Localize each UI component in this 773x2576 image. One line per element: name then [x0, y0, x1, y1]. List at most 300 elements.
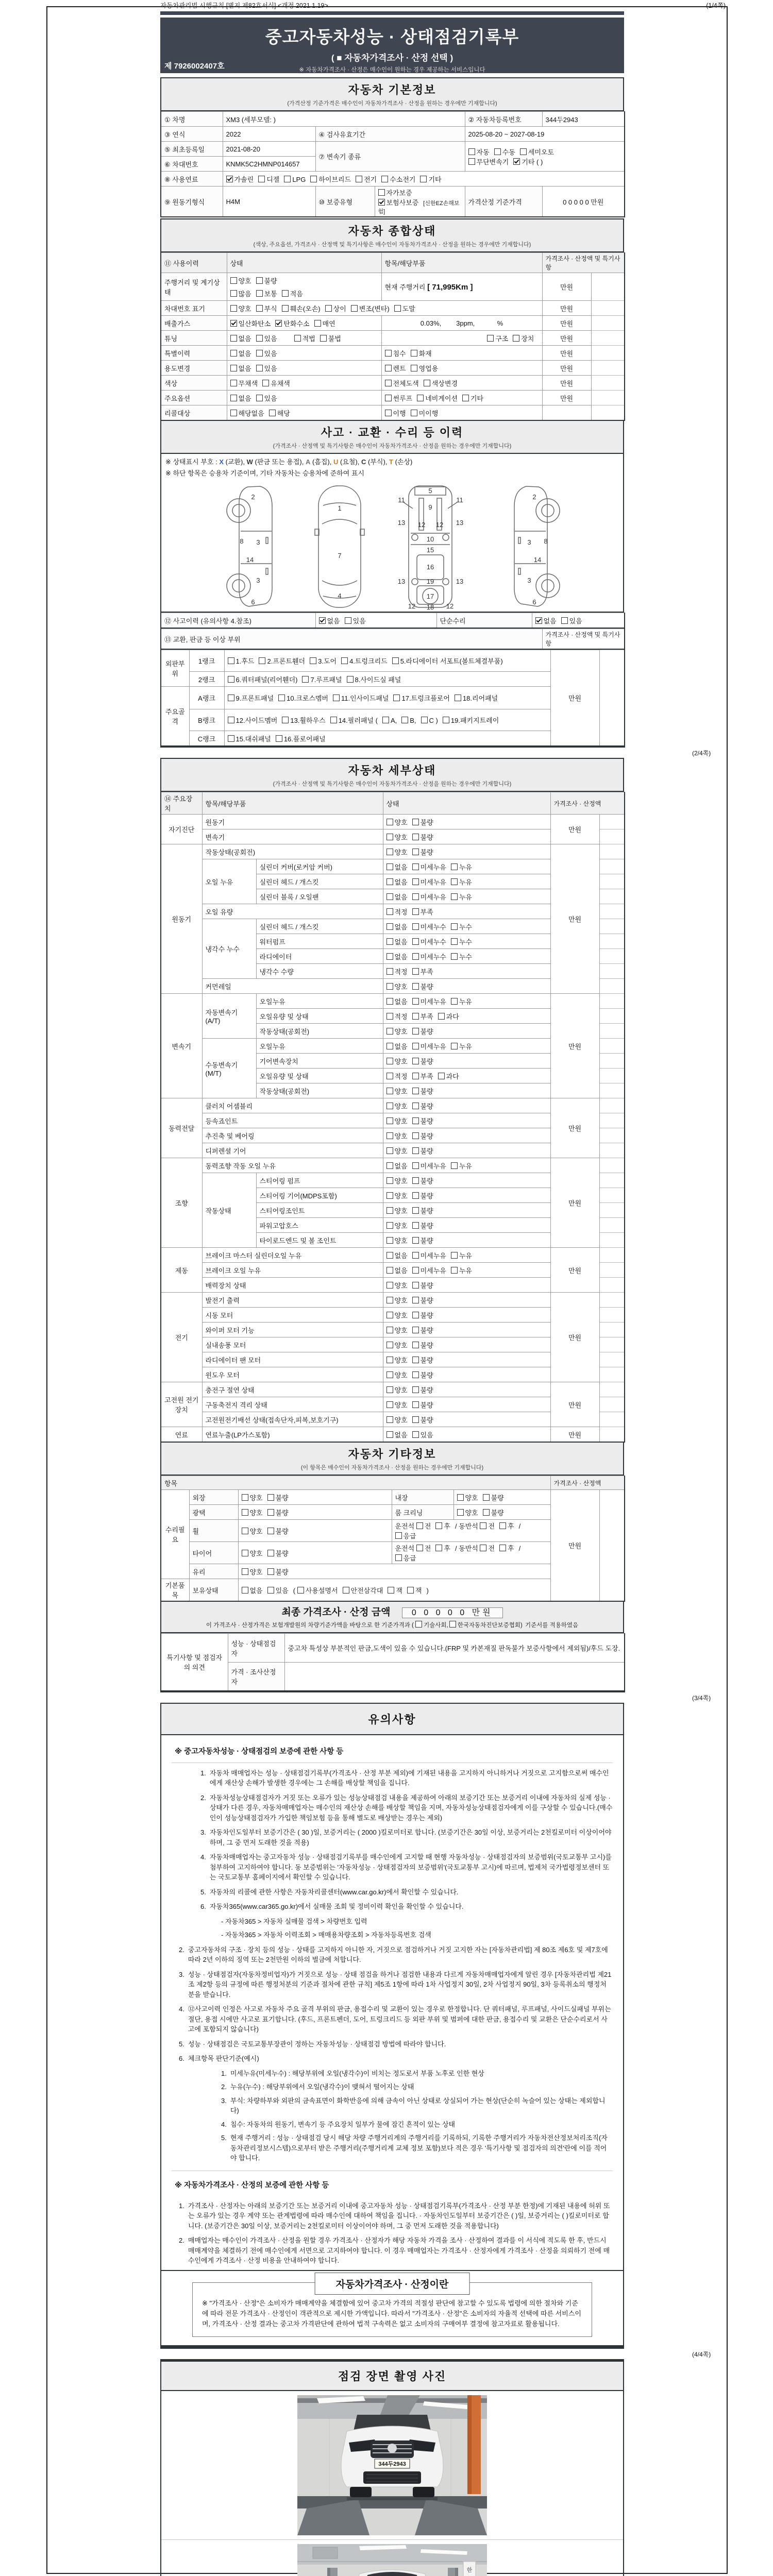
table-header-row: [161, 1476, 625, 1490]
checkbox-icon: [386, 1028, 393, 1035]
state-options: [383, 1098, 550, 1113]
price-blank-cell: [599, 934, 625, 949]
detail-table-row: [161, 1427, 625, 1443]
checkbox-icon: [242, 1550, 248, 1556]
subgroup-label: 오일 누유: [202, 859, 256, 904]
svg-text:18: 18: [426, 603, 434, 611]
table-header-row: [161, 253, 625, 273]
checkbox-option: [228, 656, 255, 666]
checkbox-icon: [412, 1103, 419, 1109]
panel-rank-table: [160, 650, 625, 748]
checkbox-icon: [412, 863, 419, 870]
checkbox-label: 미세누유: [420, 878, 446, 886]
price-blank-cell: [599, 1009, 625, 1024]
checkbox-option: [412, 1221, 433, 1230]
subgroup-label: 냉각수 누수: [202, 919, 256, 979]
checkbox-icon: [386, 849, 393, 855]
checkbox-label: 안전삼각대: [350, 1586, 383, 1595]
checkbox-icon: [412, 998, 419, 1005]
checkbox-option: [347, 674, 401, 684]
checkbox-option: [319, 616, 340, 625]
checkbox-label: 15.대쉬패널: [236, 735, 271, 743]
checkbox-option: [258, 174, 279, 184]
legend-desc: (교환),: [223, 458, 247, 466]
checkbox-icon: [451, 998, 458, 1005]
checkbox-option: [228, 674, 298, 684]
checkbox-icon: [412, 1282, 419, 1289]
device-group-label: 조향: [161, 1158, 202, 1248]
device-group-label: 동력전달: [161, 1098, 202, 1158]
checkbox-option: [267, 1548, 289, 1558]
checkbox-icon: [416, 1545, 423, 1551]
price-blank-cell: [599, 1083, 625, 1098]
document-header: [160, 11, 624, 73]
checkbox-icon: [480, 1522, 486, 1529]
rank-label: C랭크: [189, 731, 224, 747]
row-label: 주행거리 및 계기상태: [161, 273, 227, 301]
checkbox-option: [386, 1235, 408, 1245]
checkbox-label: 미세누수: [420, 953, 446, 961]
checkbox-label: 13.휠하우스: [290, 717, 326, 724]
state-options: [383, 1248, 550, 1263]
item-label: 실린더 헤드 / 개스킷: [256, 874, 383, 889]
state-options: [383, 1188, 550, 1203]
position-label: 운전석: [395, 1545, 415, 1552]
checkbox-option: [386, 847, 408, 857]
checkbox-label: 있음: [275, 1586, 289, 1595]
checkbox-option: [451, 1250, 472, 1260]
item-label: 등속죠인트: [202, 1113, 383, 1128]
svg-text:2: 2: [532, 493, 536, 501]
state-options: [383, 1293, 550, 1308]
checkbox-option: [230, 303, 251, 313]
notice-item: 3. 성능 · 상태점검자(자동차정비업자)가 거짓으로 성능 · 상태 점검을 하거나 점검한 내용과 다르게 자동차매매업자에게 알린 경우 [자동차관리법 제21조 제2항 등의 규정에 따른 행정처분의 기준과 절차에 관한 규칙] 제5조 1항에 따라 1차 사업정지 30일, 2차 사업정지 90일, 3차 등록취소의 행정처분을 받습니다.: [179, 1970, 612, 1998]
checkbox-option: [412, 996, 446, 1006]
state-options: [383, 1397, 550, 1412]
checkbox-option: [468, 147, 490, 157]
checkbox-label: 전: [488, 1545, 495, 1552]
svg-text:14: 14: [533, 556, 542, 564]
item-label: 원동기: [202, 815, 383, 829]
detail-table-row: [161, 1248, 625, 1263]
checkbox-label: 5.라디에이터 서포트(볼트체결부품): [400, 657, 503, 665]
checkbox-option: [412, 1370, 433, 1380]
checkbox-icon: [412, 1043, 419, 1049]
field-label: ⑧ 사용연료: [161, 172, 223, 187]
checkbox-option: [412, 892, 446, 902]
checkbox-label: 불량: [420, 1117, 433, 1125]
mileage-value: [ 71,995Km ]: [427, 283, 473, 292]
notice-subitem: - 자동차365 > 자동차 실매물 검색 > 차량번호 입력: [221, 1917, 367, 1925]
checkbox-option: [386, 1146, 408, 1156]
checkbox-icon: [386, 908, 393, 915]
price-blank-cell: [591, 316, 625, 331]
price-blank-cell: [591, 405, 625, 421]
checkbox-option: [333, 693, 389, 703]
checkbox-label: 없음: [394, 1251, 408, 1260]
field-label: ⑦ 변속기 종류: [315, 142, 465, 172]
appraiser-opinion-text: [284, 1663, 625, 1691]
legend-code: U: [333, 458, 339, 466]
checkbox-label: 8.사이드실 패널: [355, 675, 401, 684]
section-title: 자동차 기타정보: [348, 1448, 436, 1461]
checked-checkbox-icon: [275, 320, 282, 327]
checkbox-label: 불량: [420, 1147, 433, 1155]
checkbox-option: [242, 1567, 263, 1577]
checkbox-icon: [438, 1073, 445, 1079]
checkbox-icon: [411, 365, 417, 371]
checkbox-option: [412, 1191, 433, 1200]
state-options: [383, 829, 550, 844]
detail-table-row: [161, 994, 625, 1009]
item-label: 오일누유: [256, 1039, 383, 1054]
checkbox-option: [420, 174, 441, 184]
checkbox-option: [395, 1553, 416, 1563]
checkbox-label: 부족: [420, 1072, 433, 1080]
separator: /: [518, 1522, 521, 1530]
checkbox-icon: [415, 1621, 422, 1628]
state-options: [383, 964, 550, 979]
document-title: 중고자동차성능 · 상태점검기록부: [265, 27, 519, 46]
item-label: 라디에이터 팬 모터: [202, 1352, 383, 1367]
checkbox-icon: [294, 335, 301, 342]
checkbox-label: 부족: [420, 908, 433, 916]
regulation-text: 자동차관리법 시행규칙 [별지 제82호서식] <개정 2021.1.19>: [160, 2, 328, 9]
row-label: 외장: [189, 1490, 238, 1505]
state-options: [383, 1367, 550, 1382]
legend-note: ※ 하단 항목은 승용차 기준이며, 기타 자동차는 승용차에 준하여 표시: [165, 469, 365, 477]
emission-options: [227, 316, 381, 331]
notice-item: 1. 자동차 매매업자는 성능 · 상태점검기록부(가격조사 · 산정 부분 제외)에 기재된 내용을 고지하지 아니하거나 거짓으로 고지함으로써 매수인에게 재산상 손해가 발생한 경우에는 그 손해를 배상할 책임을 집니다.: [200, 1769, 609, 1787]
checkbox-icon: [451, 953, 458, 960]
checkbox-label: 전: [424, 1545, 431, 1552]
rank-label: B랭크: [189, 709, 224, 731]
item-label: 시동 모터: [202, 1308, 383, 1323]
checkbox-icon: [385, 395, 392, 401]
note-text: 이 가격조사 · 산정가격은 보험개발원의 차량기준가액을 바탕으로 한 기준가격과 (: [206, 1622, 414, 1629]
price-unit: 만원: [550, 844, 599, 994]
checkbox-label: 양호: [394, 848, 408, 856]
checkbox-label: 디젤: [266, 175, 280, 183]
checked-checkbox-icon: [230, 320, 237, 327]
checkbox-icon: [256, 365, 263, 371]
checkbox-option: [392, 656, 503, 666]
checkbox-icon: [386, 1147, 393, 1154]
table-row: [161, 361, 625, 376]
item-label: 스티어링조인트: [256, 1203, 383, 1218]
registration-number-value: 344두2943: [542, 112, 625, 127]
checkbox-icon: [256, 277, 263, 284]
checkbox-option: [267, 1493, 289, 1502]
checkbox-option: [378, 188, 412, 197]
table-header-row: [161, 792, 625, 815]
checkbox-option: [412, 862, 446, 872]
checkbox-label: 미세누유: [420, 1162, 446, 1170]
checkbox-option: [325, 303, 346, 313]
checkbox-label: 가솔린: [234, 175, 254, 183]
state-options: [383, 1054, 550, 1069]
checkbox-icon: [412, 1267, 419, 1274]
page-number-line: [160, 1692, 711, 1703]
checkbox-option: [412, 1295, 433, 1305]
checkbox-label: 양호: [394, 1386, 408, 1394]
checkbox-icon: [230, 395, 237, 401]
checkbox-option: [276, 734, 326, 743]
checkbox-icon: [314, 320, 321, 327]
price-unit: 만원: [550, 1427, 599, 1443]
checkbox-icon: [230, 305, 237, 312]
checkbox-icon: [457, 1494, 464, 1501]
checkbox-option: [386, 862, 408, 872]
checkbox-option: [314, 318, 335, 328]
price-blank-cell: [599, 1412, 625, 1427]
checkbox-option: [386, 892, 408, 902]
checkbox-label: 불량: [420, 848, 433, 856]
checkbox-option: [385, 393, 413, 403]
item-label: 오일 유량: [202, 904, 383, 919]
checkbox-icon: [416, 1522, 423, 1529]
checkbox-option: [412, 1026, 433, 1036]
checkbox-group: [480, 1545, 518, 1552]
checkbox-icon: [412, 1386, 419, 1393]
checkbox-label: 양호: [394, 818, 408, 826]
state-options: [383, 889, 550, 904]
checkbox-option: [416, 1543, 431, 1553]
checkbox-option: [386, 1101, 408, 1111]
price-blank-cell: [599, 1367, 625, 1382]
checkbox-label: 1.후드: [236, 657, 255, 665]
checkbox-option: [415, 1621, 448, 1629]
checkbox-option: [438, 1071, 459, 1081]
column-header: 상태: [383, 792, 550, 815]
state-options: [383, 1278, 550, 1293]
checkbox-icon: [386, 1088, 393, 1094]
checkbox-icon: [230, 350, 237, 357]
vin-mark-options: [227, 301, 542, 316]
row-label: ⑬ 교환, 판금 등 이상 부위: [161, 629, 542, 650]
checkbox-label: 응급: [403, 1554, 416, 1562]
checkbox-icon: [386, 1207, 393, 1214]
emission-values: 0.03%, 3ppm, %: [381, 316, 542, 331]
checkbox-label: 10.크로스멤버: [287, 694, 329, 702]
table-row: [161, 127, 625, 142]
checkbox-label: 불량: [420, 1371, 433, 1379]
price-info-box: [192, 2279, 592, 2337]
checkbox-label: 미세누유: [420, 1251, 446, 1260]
checked-checkbox-icon: [319, 617, 326, 624]
price-blank-cell: [591, 273, 625, 301]
checkbox-label: 적음: [290, 290, 303, 298]
checkbox-option: [341, 656, 388, 666]
checkbox-label: A,: [390, 717, 397, 724]
checkbox-label: 있음: [569, 617, 582, 625]
checkbox-label: 미세누유: [420, 1042, 446, 1050]
state-options: [383, 1352, 550, 1367]
checkbox-label: 해당없음: [238, 409, 264, 417]
checkbox-icon: [242, 1528, 248, 1534]
table-row: [161, 405, 625, 421]
checkbox-icon: [341, 657, 348, 664]
checkbox-label: 하이브리드: [318, 175, 351, 183]
device-group-label: 원동기: [161, 844, 202, 994]
column-header: 상태: [227, 253, 381, 273]
checkbox-label: 누유: [459, 997, 472, 1006]
item-label: 실내송풍 모터: [202, 1337, 383, 1352]
checkbox-icon: [230, 277, 237, 284]
section-note: (이 항목은 매수인이 자동차가격조사 · 산정을 원하는 경우에만 기재합니다): [300, 1465, 484, 1471]
section-title: 자동차 세부상태: [348, 764, 436, 777]
field-label: ⑤ 최초등록일: [161, 142, 223, 157]
checkbox-option: [412, 1235, 433, 1245]
checkbox-icon: [386, 834, 393, 840]
checkbox-icon: [269, 410, 276, 416]
svg-text:11: 11: [398, 496, 405, 504]
checkbox-icon: [513, 335, 519, 342]
checkbox-icon: [451, 1162, 458, 1169]
checkbox-label: 양호: [394, 1416, 408, 1424]
checkbox-label: 양호: [394, 833, 408, 841]
checkbox-icon: [386, 1342, 393, 1348]
checkbox-icon: [386, 893, 393, 900]
checked-checkbox-icon: [535, 617, 542, 624]
polish-state: [238, 1505, 392, 1520]
rank1-panels: [224, 650, 550, 672]
checkbox-label: 미세누수: [420, 938, 446, 946]
checkbox-label: 불량: [420, 1207, 433, 1215]
checkbox-label: 매연: [322, 319, 335, 328]
state-options: [383, 1009, 550, 1024]
checkbox-label: 없음: [543, 617, 557, 625]
checkbox-option: [242, 1493, 263, 1502]
checkbox-label: 불량: [420, 982, 433, 991]
engine-type-value: H4M: [223, 187, 315, 217]
checkbox-option: [282, 303, 321, 313]
checkbox-label: 18.리어패널: [462, 694, 498, 702]
price-unit: 만원: [542, 331, 591, 346]
checkbox-icon: [468, 158, 475, 165]
svg-text:13: 13: [397, 519, 406, 527]
checkbox-option: [230, 289, 251, 298]
checkbox-label: 누유: [459, 878, 472, 886]
notice-item: 6. 자동차365(www.car365.go.kr)에서 실매물 조회 및 정비이력 확인을 확인할 수 있습니다.: [200, 1903, 464, 1910]
checkbox-label: 4.트렁크리드: [349, 657, 388, 665]
checkbox-option: [499, 1521, 514, 1531]
checkbox-option: [230, 333, 251, 343]
checkbox-group: [378, 189, 424, 207]
group-label: 주요골격: [161, 687, 189, 747]
checkbox-icon: [435, 1522, 442, 1529]
price-unit: 만원: [550, 1382, 599, 1427]
checkbox-option: [412, 967, 433, 976]
price-blank-cell: [599, 1039, 625, 1054]
checkbox-label: 기타: [428, 175, 442, 183]
checkbox-icon: [386, 1282, 393, 1289]
notice-subitem: 2. 누유(누수) : 해당부위에서 오일(냉각수)이 맺혀서 떨어지는 상태: [221, 2083, 414, 2091]
row-label: 용도변경: [161, 361, 227, 376]
item-label: 변속기: [202, 829, 383, 844]
checkbox-group: [227, 391, 381, 405]
price-unit: 만원: [550, 1490, 599, 1602]
overall-status-table: [160, 252, 625, 421]
checkbox-icon: [412, 983, 419, 990]
price-blank-cell: [599, 1218, 625, 1233]
transmission-options: [465, 142, 625, 172]
section-note: (가격조사 · 산정액 및 특기사항은 매수인이 자동차가격조사 · 산정을 원하는 경우에만 기재합니다): [273, 781, 512, 787]
checkbox-label: 양호: [394, 1117, 408, 1125]
item-label: 작동상태(공회전): [202, 844, 383, 859]
item-label: 작동상태(공회전): [256, 1024, 383, 1039]
checkbox-label: 없음: [394, 1266, 408, 1275]
checkbox-icon: [392, 657, 399, 664]
checkbox-option: [386, 1176, 408, 1185]
checkbox-label: 없음: [238, 349, 251, 358]
state-options: [383, 815, 550, 829]
header-stripe: [160, 15, 624, 18]
checkbox-label: 양호: [394, 1311, 408, 1319]
checkbox-option: [412, 937, 446, 946]
notice-subitem: 4. 침수: 자동차의 원동기, 변속기 등 주요장치 일부가 물에 잠긴 흔적이 있는 상태: [221, 2120, 456, 2128]
checkbox-label: 누유: [459, 1266, 472, 1275]
group-label: 기본품목: [161, 1579, 189, 1602]
state-options: [383, 1069, 550, 1083]
checkbox-icon: [386, 863, 393, 870]
notice-item: 1. 가격조사 · 산정자는 아래의 보증기간 또는 보증거리 이내에 중고자동차 성능 · 상태점검기록부(가격조사 · 산정 부분 한정)에 기재된 내용에 허위 또는 오류가 있는 경우 계약 또는 관계법령에 따라 매수인에 대하여 책임을 집니다. · 자동차인도일부터 보증기간은 ( )일, 보증거리는 ( )킬로미터로 합니다. (보증기간은 30일 이상, 보증거리는 2천킬로미터 이상이어야 하며, 그 중 먼저 도래한 것을 적용합니다): [179, 2201, 610, 2230]
svg-text:12: 12: [446, 602, 454, 610]
svg-text:3: 3: [527, 577, 531, 584]
checkbox-icon: [256, 305, 263, 312]
legend-code: W: [246, 458, 253, 466]
checkbox-option: [226, 174, 254, 184]
checkbox-icon: [395, 1554, 402, 1561]
checkbox-icon: [385, 350, 392, 357]
table-row: [161, 613, 625, 629]
checkbox-icon: [451, 1267, 458, 1274]
checkbox-label: 없음: [394, 997, 408, 1006]
checkbox-option: [394, 303, 415, 313]
legend-desc: (흠집),: [310, 458, 333, 466]
checkbox-label: 훼손(오손): [290, 304, 321, 313]
checkbox-label: 불량: [420, 1386, 433, 1394]
checkbox-label: B,: [410, 717, 416, 724]
checkbox-label: 누유: [459, 1162, 472, 1170]
checkbox-icon: [451, 863, 458, 870]
state-options: [383, 979, 550, 994]
checkbox-label: 누유: [459, 1251, 472, 1260]
item-label: 실린더 블록 / 오일팬: [256, 889, 383, 904]
inspection-photo-rear: [297, 2544, 487, 2576]
row-label: 가격 · 조사산정자: [228, 1663, 284, 1691]
svg-text:8: 8: [544, 537, 548, 545]
checkbox-group: [230, 335, 282, 343]
checkbox-icon: [386, 1252, 393, 1259]
checkbox-label: 구조: [495, 334, 509, 343]
fuel-options: [223, 172, 625, 187]
checkbox-label: 양호: [394, 1177, 408, 1185]
checkbox-icon: [256, 335, 263, 342]
rank-label: 2랭크: [189, 672, 224, 687]
checkbox-option: [230, 408, 264, 418]
item-label: 윈도우 모터: [202, 1367, 383, 1382]
price-blank-cell: [599, 650, 625, 747]
checkbox-icon: [230, 365, 237, 371]
price-blank-cell: [599, 964, 625, 979]
vehicle-side-right-view: [514, 486, 560, 606]
state-options: [383, 994, 550, 1009]
accident-history-table: [160, 613, 625, 629]
checkbox-icon: [356, 176, 362, 182]
checkbox-option: [483, 1507, 504, 1517]
item-label: 와이퍼 모터 기능: [202, 1323, 383, 1337]
